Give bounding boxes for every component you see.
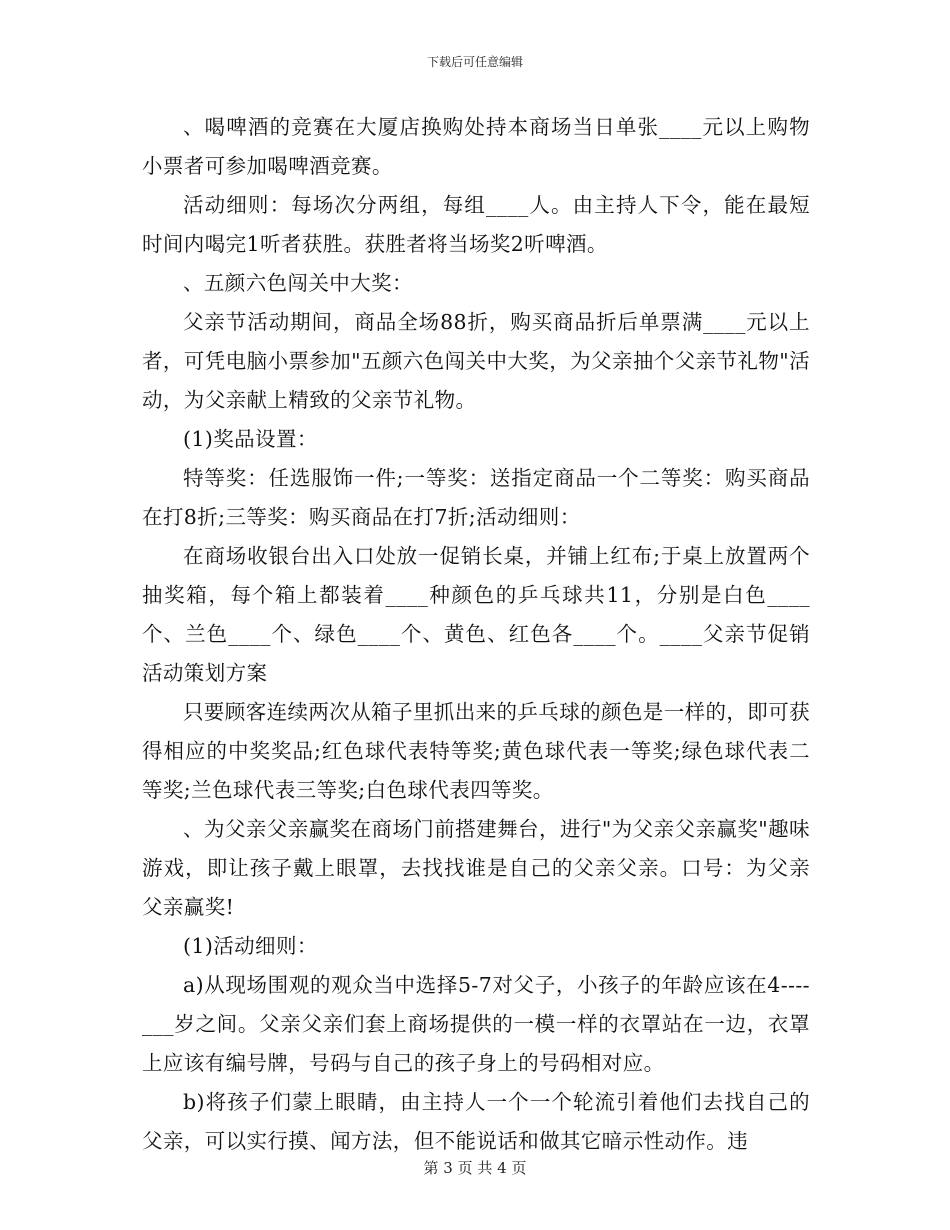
- document-body: [142, 108, 810, 1161]
- paragraph: 、喝啤酒的竞赛在大厦店换购处持本商场当日单张____元以上购物小票者可参加喝啤酒竞赛。: [142, 115, 810, 178]
- paragraph: 在商场收银台出入口处放一促销长桌，并铺上红布;于桌上放置两个抽奖箱，每个箱上都装着____种颜色的乒乓球共11，分别是白色____个、兰色____个、绿色____个、黄色、红色各____个。____父亲节促销活动策划方案: [142, 544, 810, 685]
- paragraph: 只要顾客连续两次从箱子里抓出来的乒乓球的颜色是一样的，即可获得相应的中奖奖品;红色球代表特等奖;黄色球代表一等奖;绿色球代表二等奖;兰色球代表三等奖;白色球代表四等奖。: [142, 700, 810, 802]
- paragraph: 、为父亲父亲赢奖在商场门前搭建舞台，进行"为父亲父亲赢奖"趣味游戏，即让孩子戴上眼罩，去找找谁是自己的父亲父亲。口号：为父亲父亲赢奖!: [142, 817, 810, 919]
- paragraph: 父亲节活动期间，商品全场88折，购买商品折后单票满____元以上者，可凭电脑小票参加"五颜六色闯关中大奖，为父亲抽个父亲节礼物"活动，为父亲献上精致的父亲节礼物。: [142, 310, 810, 412]
- paragraph: b)将孩子们蒙上眼睛，由主持人一个一个轮流引着他们去找自己的父亲，可以实行摸、闻方法，但不能说话和做其它暗示性动作。违: [142, 1090, 810, 1153]
- page-header: 下载后可任意编辑: [426, 55, 523, 69]
- paragraph: 、五颜六色闯关中大奖：: [183, 271, 413, 295]
- paragraph: (1)活动细则：: [183, 934, 318, 958]
- paragraph: a)从现场围观的观众当中选择5-7对父子，小孩子的年龄应该在4----___岁之间。父亲父亲们套上商场提供的一模一样的衣罩站在一边，衣罩上应该有编号牌，号码与自己的孩子身上的号码相对应。: [142, 973, 810, 1075]
- page-number: 第 3 页 共 4 页: [423, 1159, 527, 1177]
- paragraph: 特等奖：任选服饰一件;一等奖：送指定商品一个二等奖：购买商品在打8折;三等奖：购买商品在打7折;活动细则：: [142, 466, 810, 529]
- paragraph: 活动细则：每场次分两组，每组____人。由主持人下令，能在最短时间内喝完1听者获胜。获胜者将当场奖2听啤酒。: [142, 193, 810, 256]
- paragraph: (1)奖品设置：: [183, 427, 318, 451]
